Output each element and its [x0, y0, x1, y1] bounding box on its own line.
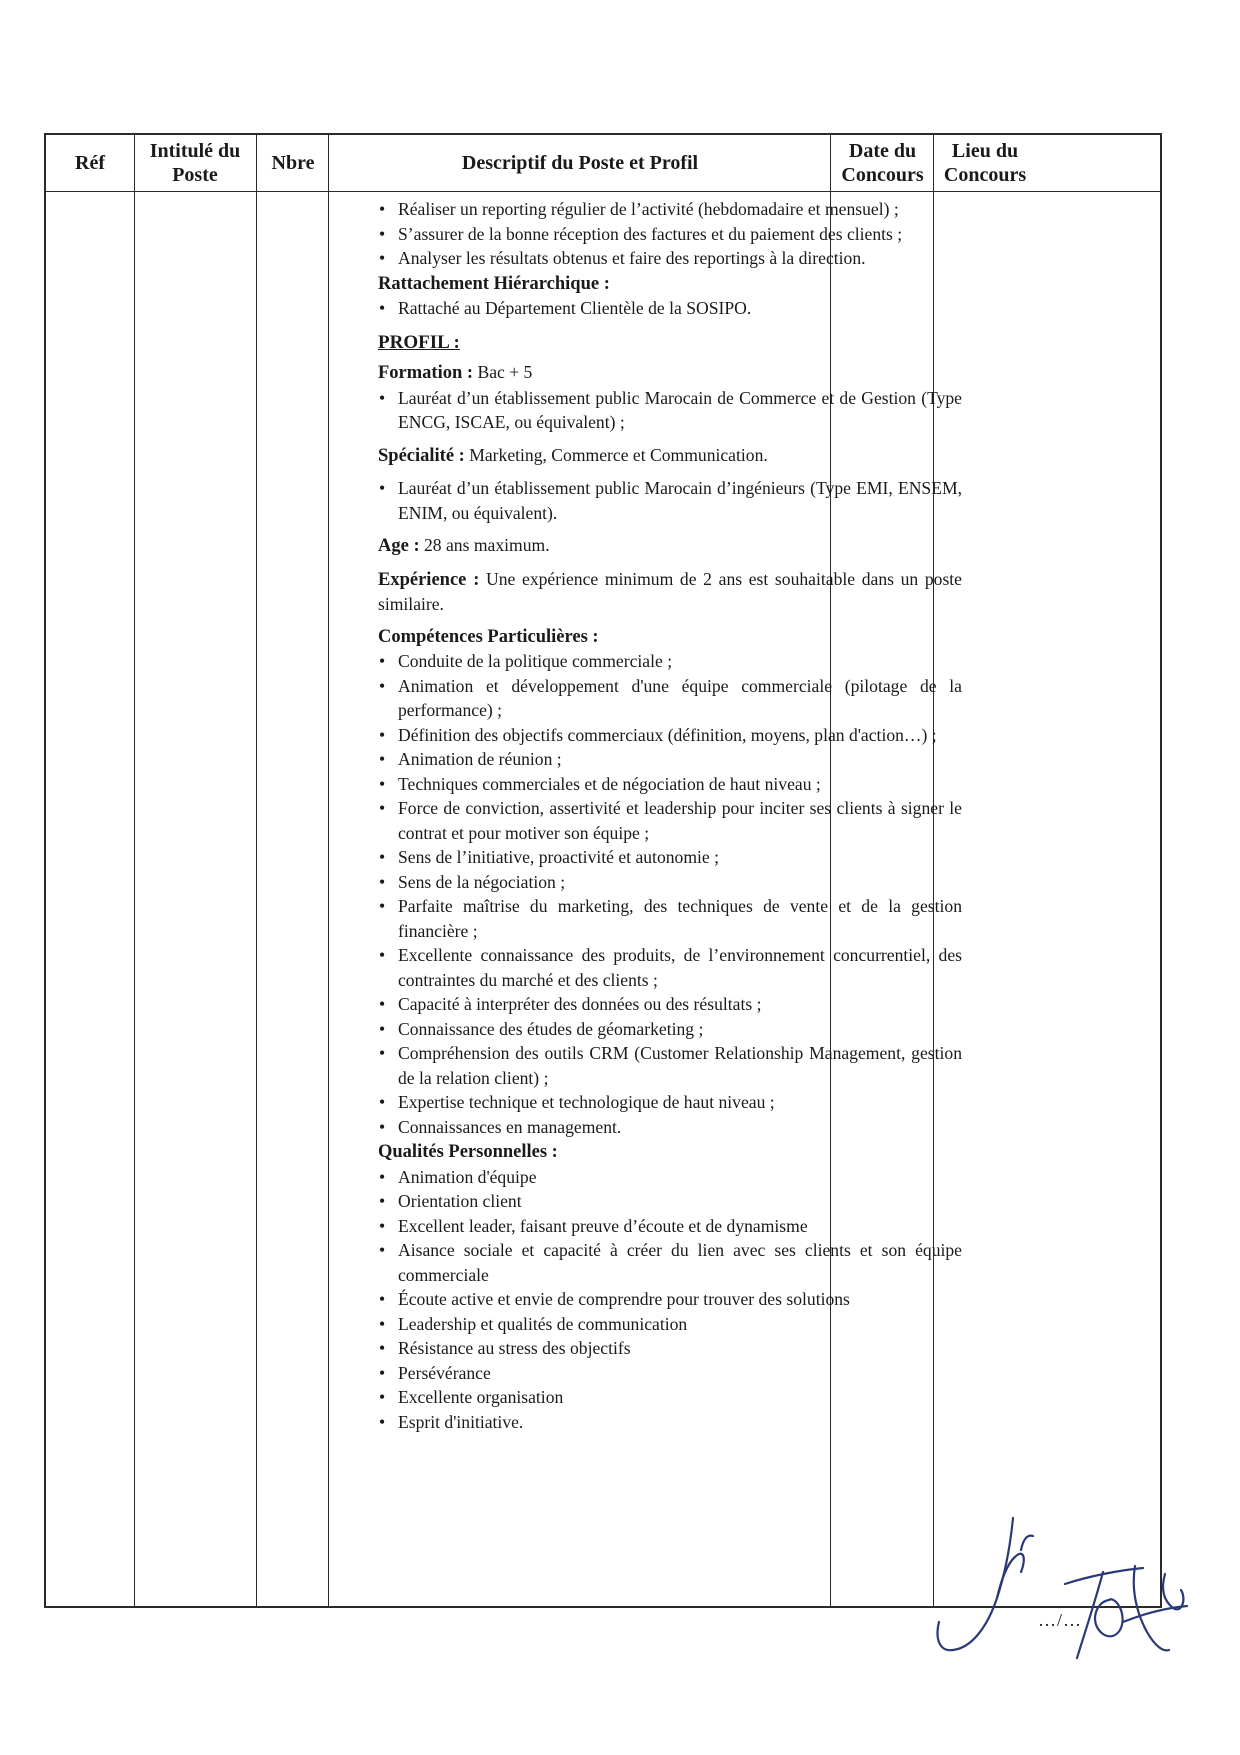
- list-item: • Réaliser un reporting régulier de l’activité (hebdomadaire et mensuel) ;: [378, 197, 962, 222]
- list-item: • Aisance sociale et capacité à créer du lien avec ses clients et son équipe commerciale: [378, 1238, 962, 1287]
- list-item: • Orientation client: [378, 1189, 962, 1214]
- signature-stroke: [1095, 1599, 1123, 1636]
- missions-list: [378, 197, 962, 271]
- job-offer-table: [44, 133, 1162, 1608]
- list-item: • Persévérance: [378, 1361, 962, 1386]
- list-item: • Lauréat d’un établissement public Marocain d’ingénieurs (Type EMI, ENSEM, ENIM, ou équivalent).: [378, 476, 962, 525]
- competences-title: Compétences Particulières :: [378, 626, 599, 647]
- list-item: • Définition des objectifs commerciaux (définition, moyens, plan d'action…) ;: [378, 723, 962, 748]
- formation-label: Formation :: [378, 363, 474, 383]
- list-item: • S’assurer de la bonne réception des factures et du paiement des clients ;: [378, 222, 962, 247]
- list-item: • Force de conviction, assertivité et leadership pour inciter ses clients à signer le contrat et pour motiver son équipe ;: [378, 796, 962, 845]
- competences-list: [378, 649, 962, 1139]
- list-item: • Esprit d'initiative.: [378, 1410, 962, 1435]
- list-item: • Animation d'équipe: [378, 1165, 962, 1190]
- specialite-label: Spécialité :: [378, 445, 465, 466]
- list-item: • Compréhension des outils CRM (Customer Relationship Management, gestion de la relation client) ;: [378, 1041, 962, 1090]
- formation-list: [378, 386, 962, 435]
- list-item: • Animation et développement d'une équipe commerciale (pilotage de la performance) ;: [378, 674, 962, 723]
- experience-value: Une expérience minimum de 2 ans est souhaitable dans un poste similaire.: [378, 568, 962, 614]
- list-item: • Connaissances en management.: [378, 1115, 962, 1140]
- age-line: [378, 533, 962, 559]
- list-item: • Écoute active et envie de comprendre pour trouver des solutions: [378, 1287, 962, 1312]
- list-item: • Expertise technique et technologique de haut niveau ;: [378, 1090, 962, 1115]
- description-cell: [378, 197, 962, 1434]
- list-item: • Résistance au stress des objectifs: [378, 1336, 962, 1361]
- list-item: • Excellente connaissance des produits, de l’environnement concurrentiel, des contraintes du marché et des clients ;: [378, 943, 962, 992]
- list-item: • Excellente organisation: [378, 1385, 962, 1410]
- header-intitule: Intitulé du Poste: [149, 140, 241, 186]
- signature-stroke: [1065, 1568, 1143, 1584]
- list-item: • Rattaché au Département Clientèle de la SOSIPO.: [378, 296, 962, 321]
- header-nbre: Nbre: [271, 152, 315, 174]
- header-descriptif: Descriptif du Poste et Profil: [461, 152, 699, 174]
- specialite-value: Marketing, Commerce et Communication.: [464, 444, 768, 465]
- header-lieu: Lieu du Concours: [943, 140, 1027, 186]
- list-item: • Sens de l’initiative, proactivité et autonomie ;: [378, 845, 962, 870]
- header-ref: Réf: [75, 152, 105, 174]
- list-item: • Sens de la négociation ;: [378, 870, 962, 895]
- list-item: • Parfaite maîtrise du marketing, des techniques de vente et de la gestion financière ;: [378, 894, 962, 943]
- header-divider: [46, 191, 1160, 192]
- profil-title: PROFIL :: [378, 331, 460, 353]
- list-item: • Leadership et qualités de communication: [378, 1312, 962, 1337]
- formation-line: [378, 360, 962, 386]
- list-item: • Connaissance des études de géomarketing ;: [378, 1017, 962, 1042]
- list-item: • Animation de réunion ;: [378, 747, 962, 772]
- column-divider: [134, 135, 135, 1606]
- signature-stroke: [997, 1554, 1024, 1598]
- qualites-title: Qualités Personnelles :: [378, 1142, 558, 1162]
- rattachement-title: Rattachement Hiérarchique :: [378, 273, 610, 294]
- list-item: • Excellent leader, faisant preuve d’écoute et de dynamisme: [378, 1214, 962, 1239]
- formation-value: Bac + 5: [473, 362, 533, 382]
- rattachement-list: [378, 296, 962, 321]
- page-continuation-marker: …/…: [1038, 1610, 1083, 1630]
- specialite-list: [378, 476, 962, 525]
- list-item: • Capacité à interpréter des données ou des résultats ;: [378, 992, 962, 1017]
- age-value: 28 ans maximum.: [419, 535, 550, 555]
- column-divider: [328, 135, 329, 1606]
- qualites-list: [378, 1165, 962, 1435]
- list-item: • Lauréat d’un établissement public Marocain de Commerce et de Gestion (Type ENCG, ISCAE, ou équivalent) ;: [378, 386, 962, 435]
- specialite-line: [378, 443, 962, 469]
- signature-stroke: [1021, 1536, 1033, 1550]
- experience-line: [378, 567, 962, 617]
- list-item: • Analyser les résultats obtenus et faire des reportings à la direction.: [378, 246, 962, 271]
- list-item: • Conduite de la politique commerciale ;: [378, 649, 962, 674]
- header-date: Date du Concours: [841, 140, 924, 186]
- list-item: • Techniques commerciales et de négociation de haut niveau ;: [378, 772, 962, 797]
- signature-stroke: [1163, 1574, 1183, 1609]
- age-label: Age :: [378, 536, 420, 556]
- column-divider: [256, 135, 257, 1606]
- experience-label: Expérience :: [378, 569, 480, 590]
